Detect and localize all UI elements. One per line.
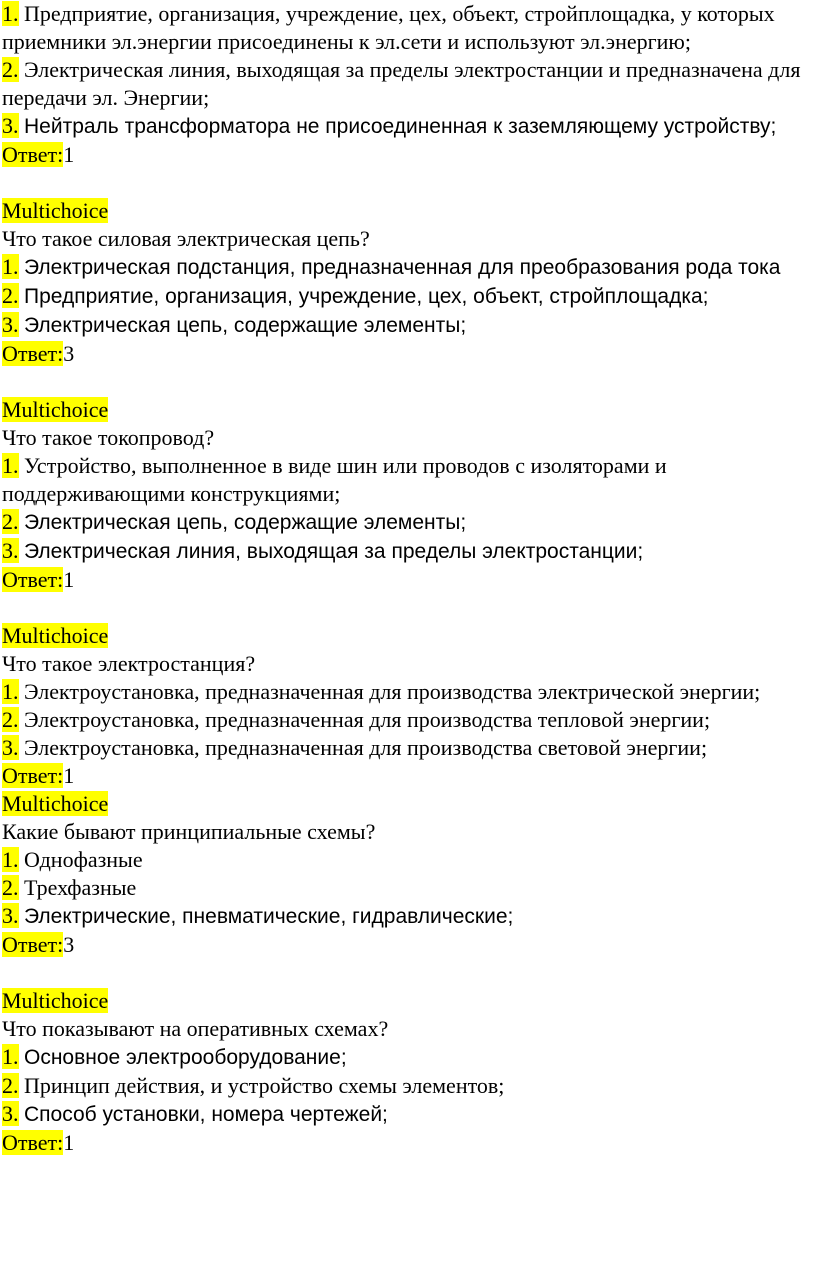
option-text: Электрическая цепь, содержащие элементы; <box>24 511 467 534</box>
option-text: Основное электрооборудование; <box>24 1046 347 1069</box>
question-text: Какие бывают принципиальные схемы? <box>2 819 376 844</box>
option-number: 1. <box>2 1 19 26</box>
option-text: Электрическая линия, выходящая за пределы электростанции и предназначена для передачи эл. Энергии; <box>2 57 801 110</box>
answer-option <box>2 874 812 902</box>
question-block <box>2 790 812 987</box>
option-number: 3. <box>2 113 19 138</box>
option-number: 1. <box>2 847 19 872</box>
option-text: Нейтраль трансформатора не присоединенная к заземляющему устройству; <box>24 115 777 138</box>
answer-line <box>2 141 812 169</box>
option-text: Электрическая подстанция, предназначенная для преобразования рода тока <box>24 256 781 279</box>
answer-value: 1 <box>63 1130 75 1155</box>
question-type-label: Multichoice <box>2 623 109 648</box>
option-text: Предприятие, организация, учреждение, цех, объект, стройплощадка, у которых приемники эл.энергии присоединены к эл.сети и используют эл.энергию; <box>2 1 775 54</box>
answer-option <box>2 112 812 141</box>
answer-label: Ответ: <box>2 1130 64 1155</box>
option-text: Предприятие, организация, учреждение, цех, объект, стройплощадка; <box>24 285 709 308</box>
answer-label: Ответ: <box>2 567 64 592</box>
answer-option <box>2 1072 812 1100</box>
option-number: 2. <box>2 875 19 900</box>
answer-line <box>2 1129 812 1157</box>
option-text: Способ установки, номера чертежей; <box>24 1103 388 1126</box>
option-number: 2. <box>2 57 19 82</box>
question-text: Что такое токопровод? <box>2 425 215 450</box>
answer-option <box>2 253 812 282</box>
answer-value: 1 <box>63 142 75 167</box>
option-number: 3. <box>2 312 19 337</box>
question-block <box>2 0 812 197</box>
question-type-label: Multichoice <box>2 397 109 422</box>
answer-value: 1 <box>63 763 75 788</box>
answer-option <box>2 706 812 734</box>
answer-option <box>2 282 812 311</box>
blank-line <box>2 959 812 987</box>
question-type-line <box>2 987 812 1015</box>
question-text: Что такое электростанция? <box>2 651 256 676</box>
answer-option <box>2 537 812 566</box>
answer-option <box>2 734 812 762</box>
option-text: Электрическая цепь, содержащие элементы; <box>24 314 467 337</box>
answer-label: Ответ: <box>2 932 64 957</box>
blank-line <box>2 368 812 396</box>
question-type-line <box>2 790 812 818</box>
option-number: 1. <box>2 254 19 279</box>
question-block <box>2 622 812 790</box>
answer-label: Ответ: <box>2 763 64 788</box>
question-type-label: Multichoice <box>2 198 109 223</box>
answer-option <box>2 678 812 706</box>
option-text: Электрические, пневматические, гидравлические; <box>24 905 514 928</box>
option-text: Однофазные <box>24 847 143 872</box>
answer-option <box>2 846 812 874</box>
option-number: 1. <box>2 453 19 478</box>
option-number: 3. <box>2 735 19 760</box>
option-text: Электроустановка, предназначенная для производства электрической энергии; <box>24 679 761 704</box>
option-number: 3. <box>2 538 19 563</box>
answer-option <box>2 0 812 56</box>
question-block <box>2 197 812 396</box>
answer-label: Ответ: <box>2 341 64 366</box>
answer-label: Ответ: <box>2 142 64 167</box>
question-text: Что показывают на оперативных схемах? <box>2 1016 389 1041</box>
question-text: Что такое силовая электрическая цепь? <box>2 226 370 251</box>
option-number: 2. <box>2 1073 19 1098</box>
option-text: Принцип действия, и устройство схемы элементов; <box>24 1073 505 1098</box>
option-text: Электроустановка, предназначенная для производства тепловой энергии; <box>24 707 711 732</box>
answer-value: 3 <box>63 932 75 957</box>
option-number: 1. <box>2 1044 19 1069</box>
option-number: 2. <box>2 707 19 732</box>
question-block <box>2 396 812 622</box>
question-block <box>2 987 812 1157</box>
option-number: 3. <box>2 903 19 928</box>
answer-line <box>2 566 812 594</box>
option-text: Электрическая линия, выходящая за пределы электростанции; <box>24 540 644 563</box>
answer-option <box>2 508 812 537</box>
option-text: Электроустановка, предназначенная для производства световой энергии; <box>24 735 708 760</box>
answer-line <box>2 762 812 790</box>
question-type-line <box>2 622 812 650</box>
answer-option <box>2 1043 812 1072</box>
answer-line <box>2 931 812 959</box>
answer-option <box>2 902 812 931</box>
question-type-label: Multichoice <box>2 791 109 816</box>
blank-line <box>2 594 812 622</box>
question-type-label: Multichoice <box>2 988 109 1013</box>
option-text: Трехфазные <box>24 875 137 900</box>
answer-option <box>2 1100 812 1129</box>
answer-value: 3 <box>63 341 75 366</box>
blank-line <box>2 169 812 197</box>
answer-option <box>2 452 812 508</box>
option-number: 2. <box>2 283 19 308</box>
option-number: 2. <box>2 509 19 534</box>
question-type-line <box>2 197 812 225</box>
option-number: 1. <box>2 679 19 704</box>
option-text: Устройство, выполненное в виде шин или проводов с изоляторами и поддерживающими конструкциями; <box>2 453 667 506</box>
answer-value: 1 <box>63 567 75 592</box>
answer-line <box>2 340 812 368</box>
answer-option <box>2 56 812 112</box>
option-number: 3. <box>2 1101 19 1126</box>
answer-option <box>2 311 812 340</box>
question-type-line <box>2 396 812 424</box>
